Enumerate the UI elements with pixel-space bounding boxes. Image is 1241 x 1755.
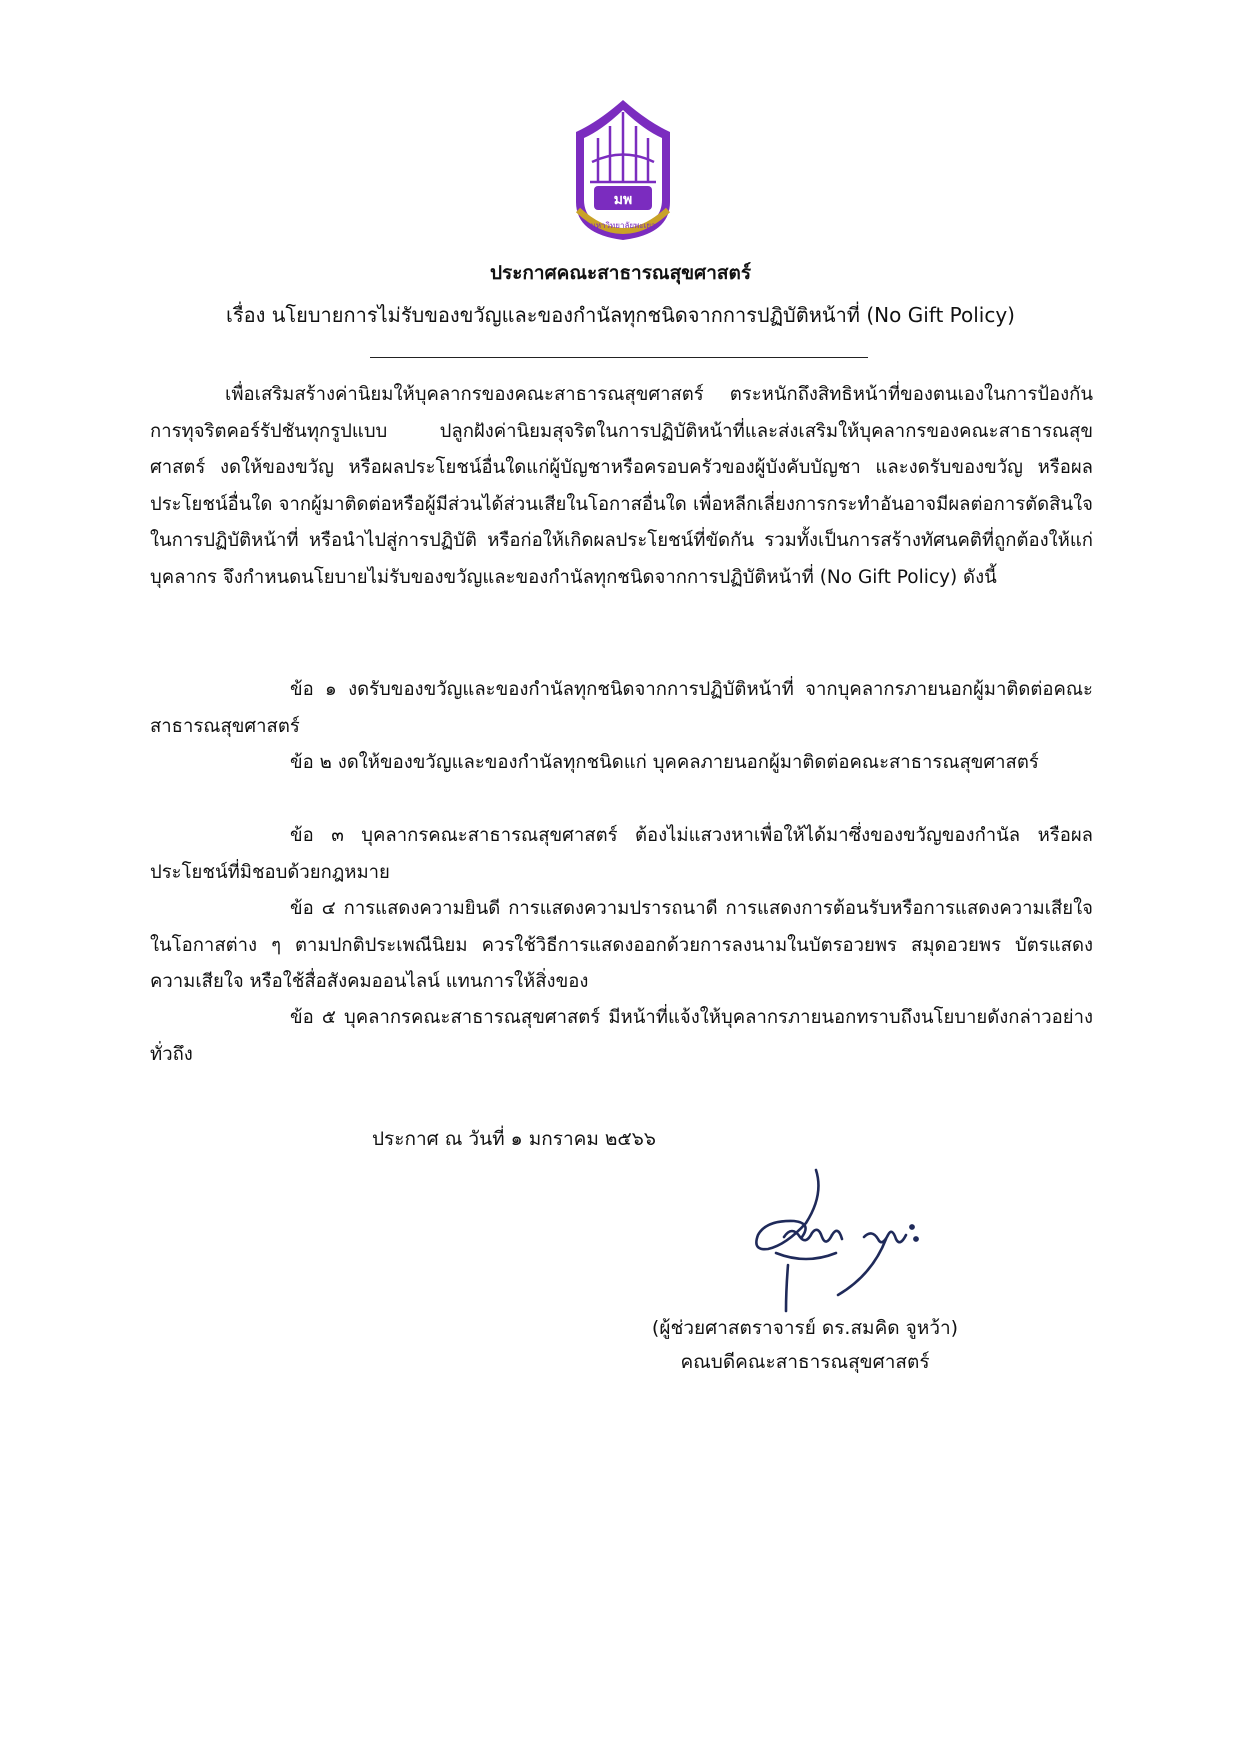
clause-4: ข้อ ๔ การแสดงความยินดี การแสดงความปรารถนาดี การแสดงการต้อนรับหรือการแสดงความเสียใจในโอกาสต่าง ๆ ตามปกติประเพณีนิยม ควรใช้วิธีการแสดงออกด้วยการลงนามในบัตรอวยพร สมุดอวยพร บัตรแสดงความเสียใจ หรือใช้สื่อสังคมออนไลน์ แทนการให้สิ่งของ — [150, 898, 1093, 992]
intro-paragraph: เพื่อเสริมสร้างค่านิยมให้บุคลากรของคณะสาธารณสุขศาสตร์ ตระหนักถึงสิทธิหน้าที่ของตนเองในการป้องกันการทุจริตคอร์รัปชันทุกรูปแบบ ปลูกฝังค่านิยมสุจริตในการปฏิบัติหน้าที่และส่งเสริมให้บุคลากรของคณะสาธารณสุขศาสตร์ งดให้ของขวัญ หรือผลประโยชน์อื่นใดแก่ผู้บัญชาหรือครอบครัวของผู้บังคับบัญชา และงดรับของขวัญ หรือผลประโยชน์อื่นใด จากผู้มาติดต่อหรือผู้มีส่วนได้ส่วนเสียในโอกาสอื่นใด เพื่อหลีกเลี่ยงการกระทำอันอาจมีผลต่อการตัดสินใจในการปฏิบัติหน้าที่ หรือนำไปสู่การปฏิบัติ หรือก่อให้เกิดผลประโยชน์ที่ขัดกัน รวมทั้งเป็นการสร้างทัศนคติที่ถูกต้องให้แก่บุคลากร จึงกำหนดนโยบายไม่รับของขวัญและของกำนัลทุกชนิดจากการปฏิบัติหน้าที่ (No Gift Policy) ดังนี้ — [150, 384, 1093, 588]
clause-1: ข้อ ๑ งดรับของขวัญและของกำนัลทุกชนิดจากการปฏิบัติหน้าที่ จากบุคลากรภายนอกผู้มาติดต่อคณะสาธารณสุขศาสตร์ — [150, 679, 1093, 737]
university-logo — [568, 92, 678, 242]
signature-image — [746, 1165, 946, 1315]
svg-text:มพ: มพ — [613, 192, 633, 208]
title-divider — [370, 357, 868, 358]
announcement-title: ประกาศคณะสาธารณสุขศาสตร์ — [489, 262, 752, 284]
clause-2: ข้อ ๒ งดให้ของขวัญและของกำนัลทุกชนิดแก่ บุคคลภายนอกผู้มาติดต่อคณะสาธารณสุขศาสตร์ — [290, 752, 1039, 773]
announcement-subject: เรื่อง นโยบายการไม่รับของขวัญและของกำนัลทุกชนิดจากการปฏิบัติหน้าที่ (No Gift Policy) — [226, 303, 1015, 327]
logo-text: มหาวิทยาลัยพะเยา — [590, 221, 656, 230]
announcement-date: ประกาศ ณ วันที่ ๑ มกราคม ๒๕๖๖ — [372, 1128, 656, 1150]
clause-5: ข้อ ๕ บุคลากรคณะสาธารณสุขศาสตร์ มีหน้าที่แจ้งให้บุคลากรภายนอกทราบถึงนโยบายดังกล่าวอย่างทั่วถึง — [150, 1007, 1093, 1065]
signer-position: คณบดีคณะสาธารณสุขศาสตร์ — [680, 1351, 930, 1373]
signer-name: (ผู้ช่วยศาสตราจารย์ ดร.สมคิด จูหว้า) — [651, 1317, 959, 1339]
clause-3: ข้อ ๓ บุคลากรคณะสาธารณสุขศาสตร์ ต้องไม่แสวงหาเพื่อให้ได้มาซึ่งของขวัญของกำนัล หรือผลประโยชน์ที่มิชอบด้วยกฎหมาย — [150, 825, 1093, 883]
